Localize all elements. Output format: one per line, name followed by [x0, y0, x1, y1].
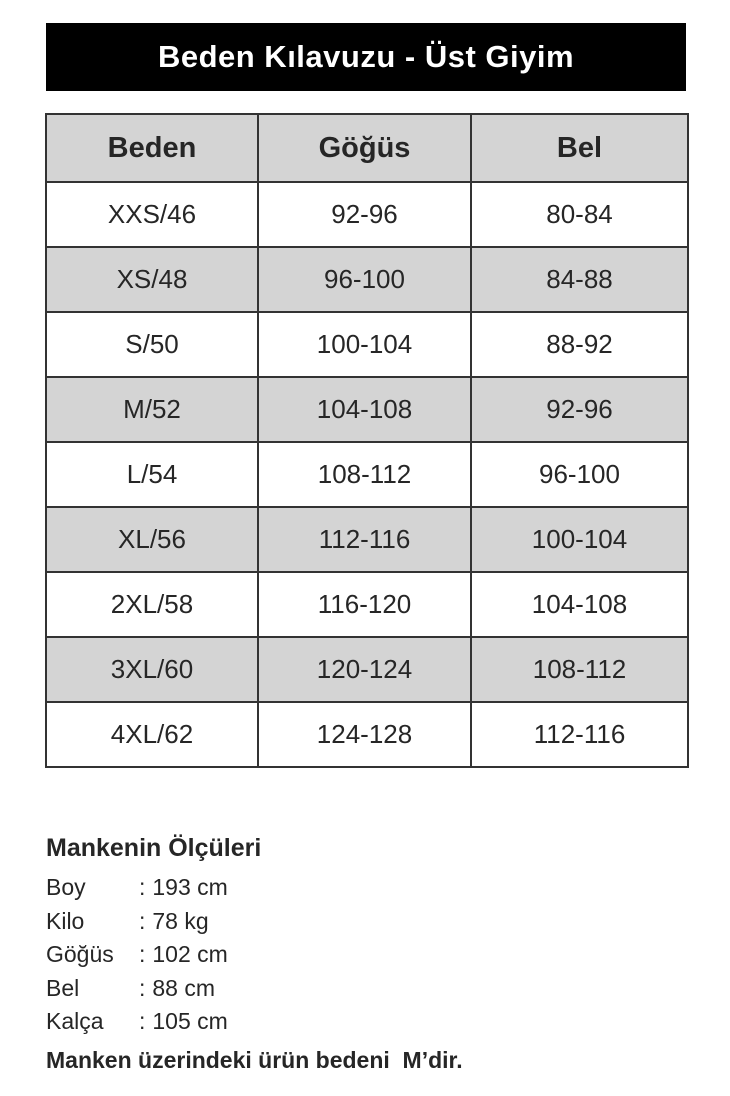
- measurement-row-waist: [46, 972, 686, 1006]
- table-row: [46, 442, 688, 507]
- product-size-note: Manken üzerindeki ürün bedeni M’dir.: [46, 1046, 463, 1073]
- page-title: Beden Kılavuzu - Üst Giyim: [157, 39, 575, 74]
- measurement-value: 102 cm: [152, 941, 228, 967]
- waist-cell: 84-88: [471, 247, 688, 312]
- measurement-label: Göğüs: [46, 941, 114, 967]
- chest-cell: 104-108: [258, 377, 471, 442]
- measurement-row-hip: [46, 1005, 686, 1039]
- size-cell: 3XL/60: [46, 637, 258, 702]
- chest-cell: 120-124: [258, 637, 471, 702]
- chest-cell: 96-100: [258, 247, 471, 312]
- measurement-separator: :: [139, 941, 146, 967]
- measurement-separator: :: [139, 1008, 146, 1034]
- waist-cell: 96-100: [471, 442, 688, 507]
- column-header-waist: Bel: [471, 114, 688, 182]
- measurement-separator: :: [139, 907, 146, 934]
- table-row: [46, 637, 688, 702]
- model-measurements-heading: Mankenin Ölçüleri: [46, 834, 262, 862]
- measurement-label: Boy: [46, 874, 86, 900]
- size-table: [45, 113, 689, 768]
- chest-cell: 100-104: [258, 312, 471, 377]
- measurement-row-weight: [46, 905, 686, 939]
- header-row: [46, 114, 688, 182]
- table-row: [46, 572, 688, 637]
- measurement-label: Kilo: [46, 907, 85, 934]
- waist-cell: 80-84: [471, 182, 688, 247]
- table-row: [46, 247, 688, 312]
- size-cell: XXS/46: [46, 182, 258, 247]
- chest-cell: 124-128: [258, 702, 471, 767]
- waist-cell: 108-112: [471, 637, 688, 702]
- measurement-label: Kalça: [46, 1008, 104, 1034]
- measurement-row-chest: [46, 938, 686, 972]
- waist-cell: 92-96: [471, 377, 688, 442]
- measurement-label: Bel: [46, 974, 80, 1001]
- measurement-value: 78 kg: [152, 907, 209, 934]
- size-cell: XL/56: [46, 507, 258, 572]
- column-header-chest: Göğüs: [258, 114, 471, 182]
- table-row: [46, 702, 688, 767]
- measurement-value: 193 cm: [152, 874, 228, 900]
- waist-cell: 104-108: [471, 572, 688, 637]
- size-cell: S/50: [46, 312, 258, 377]
- measurement-separator: :: [139, 874, 146, 900]
- model-measurements: [46, 834, 686, 1077]
- measurement-row-height: [46, 871, 686, 905]
- waist-cell: 88-92: [471, 312, 688, 377]
- chest-cell: 92-96: [258, 182, 471, 247]
- size-cell: L/54: [46, 442, 258, 507]
- size-table-header: [46, 114, 688, 182]
- table-row: [46, 377, 688, 442]
- measurement-value: 105 cm: [152, 1008, 228, 1034]
- title-bar: [46, 23, 686, 91]
- chest-cell: 116-120: [258, 572, 471, 637]
- measurement-value: 88 cm: [152, 974, 216, 1001]
- chest-cell: 108-112: [258, 442, 471, 507]
- waist-cell: 112-116: [471, 702, 688, 767]
- table-row: [46, 507, 688, 572]
- table-row: [46, 312, 688, 377]
- column-header-size: Beden: [46, 114, 258, 182]
- size-cell: XS/48: [46, 247, 258, 312]
- size-table-body: [46, 182, 688, 767]
- size-cell: 4XL/62: [46, 702, 258, 767]
- waist-cell: 100-104: [471, 507, 688, 572]
- measurement-separator: :: [139, 974, 146, 1001]
- size-cell: 2XL/58: [46, 572, 258, 637]
- chest-cell: 112-116: [258, 507, 471, 572]
- table-row: [46, 182, 688, 247]
- size-cell: M/52: [46, 377, 258, 442]
